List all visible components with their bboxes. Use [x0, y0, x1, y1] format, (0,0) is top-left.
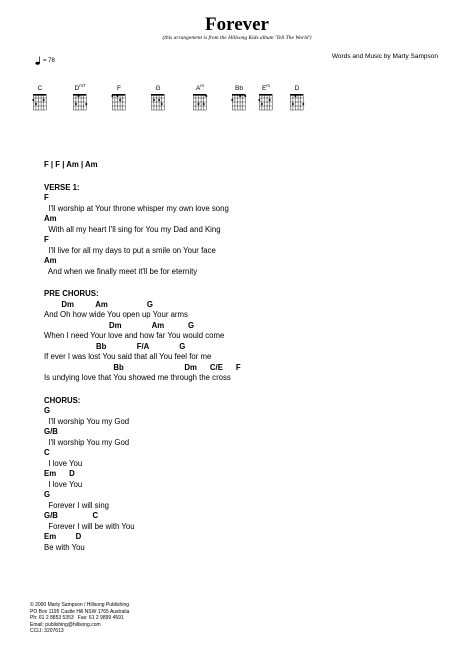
chord-line: Dm Am G [44, 320, 195, 330]
lyric-line: I love You [44, 479, 83, 489]
lyric-line: Forever I will sing [44, 500, 109, 510]
lyric-line: When I need Your love and how far You would come [44, 331, 225, 340]
chord-name: F [117, 85, 121, 93]
chord-diagram [256, 82, 276, 111]
lyric-line: I'll worship at Your throne whisper my own love song [44, 203, 229, 213]
chord-line: Bb F/A G [44, 341, 186, 351]
fretboard-grid-icon [32, 93, 48, 111]
fretboard-grid-icon [150, 93, 166, 111]
quarter-note-icon [35, 56, 42, 65]
section-heading-verse: VERSE 1: [44, 182, 80, 192]
chord-name: C [37, 85, 43, 93]
tempo-marking [35, 56, 55, 65]
fretboard-grid-icon [231, 93, 247, 111]
copyright-footer [30, 602, 129, 635]
lyric-line: I'll worship You my God [44, 416, 130, 426]
lyric-line: I love You [44, 458, 83, 468]
lyric-line: Forever I will be with You [44, 521, 135, 531]
fretboard-grid-icon [72, 93, 88, 111]
chord-line: Am [44, 256, 57, 265]
lyric-line: Be with You [44, 542, 85, 552]
chord-diagram [109, 82, 129, 111]
chord-name: $E^m$ [261, 83, 271, 93]
chord-diagrams [0, 82, 474, 112]
footer-line: Email: publishing@hillsong.com [30, 621, 101, 628]
credits-line: Words and Music by Marty Sampson [331, 53, 438, 60]
fretboard-grid-icon [289, 93, 305, 111]
chord-line: F [44, 235, 49, 244]
lyric-line: Is undying love that You showed me through the cross [44, 373, 231, 382]
chord-diagram [148, 82, 168, 111]
footer-line: CCLI: 3207613 [30, 628, 64, 635]
chord-line: G/B C [44, 511, 99, 520]
lyric-line: With all my heart I'll sing for You my Dad and King [44, 224, 221, 234]
section-heading-chorus: CHORUS: [44, 395, 81, 405]
song-title: Forever [205, 14, 269, 35]
chord-name: $D^{m7}$ [74, 83, 86, 93]
tempo-value: = 78 [43, 57, 55, 64]
chord-line: Em D [44, 532, 82, 541]
chord-diagram [190, 82, 210, 111]
chord-line: Bb Dm C/E F [44, 362, 241, 372]
fretboard-grid-icon [258, 93, 274, 111]
chord-line: Am [44, 214, 57, 223]
chord-line: G/B [44, 427, 58, 436]
song-subtitle: (this arrangement is from the Hillsong Kids album 'Tell The World') [162, 35, 312, 41]
lyric-line: I'll live for all my days to put a smile on Your face [44, 245, 216, 255]
chord-name: $A^m$ [195, 83, 205, 93]
fretboard-grid-icon [111, 93, 127, 111]
chord-name: Bb [235, 85, 243, 93]
footer-line: © 2000 Marty Sampson / Hillsong Publishing [30, 602, 130, 608]
chord-diagram [30, 82, 50, 111]
chord-name: G [155, 85, 161, 93]
footer-line: Ph: 61 2 8853 5353 Fax: 61 2 9899 4591 [30, 615, 124, 622]
lyric-line: If ever I was lost You said that all You feel for me [44, 352, 212, 361]
chord-name: D [294, 85, 300, 93]
chord-line: C [44, 448, 50, 457]
chord-diagram [70, 82, 90, 111]
lyric-line: And when we finally meet it'll be for eternity [44, 266, 198, 276]
chord-line: G [44, 490, 51, 499]
chord-diagram [229, 82, 249, 111]
section-heading-prechorus: PRE CHORUS: [44, 289, 99, 298]
lyric-line: I'll worship You my God [44, 437, 130, 447]
chord-sheet [44, 160, 444, 553]
chord-diagram [287, 82, 307, 111]
footer-line: PO Box 1195 Castle Hill NSW 1765 Australia [30, 608, 130, 615]
chord-line: Em D [44, 469, 75, 478]
intro-progression: F | F | Am | Am [44, 160, 98, 169]
chord-line: F [44, 193, 49, 202]
fretboard-grid-icon [192, 93, 208, 111]
lyric-line: And Oh how wide You open up Your arms [44, 310, 188, 319]
chord-line: Dm Am G [44, 299, 153, 309]
chord-line: G [44, 406, 51, 415]
